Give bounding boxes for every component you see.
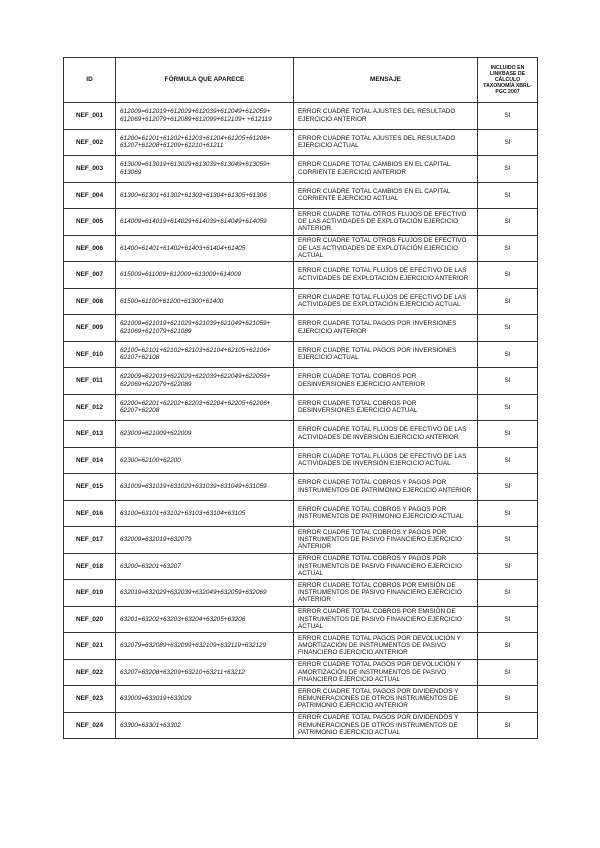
included-cell: SI	[478, 659, 538, 686]
formula-cell: 632009=632019+632079	[116, 527, 294, 554]
header-message: MENSAJE	[294, 58, 478, 103]
message-cell: ERROR CUADRE TOTAL PAGOS POR INVERSIONES EJERCICIO ANTERIOR	[294, 315, 478, 342]
included-cell: SI	[478, 103, 538, 130]
formula-cell: 61400=61401+61402+61403+61404+61405	[116, 235, 294, 262]
table-row	[64, 553, 538, 580]
included-cell: SI	[478, 235, 538, 262]
included-cell: SI	[478, 394, 538, 421]
formula-cell: 61300=61301+61302+61303+61304+61305+61306	[116, 182, 294, 209]
rule-id-cell: NEF_013	[64, 421, 116, 448]
included-cell: SI	[478, 182, 538, 209]
formula-cell: 633009=633019+633029	[116, 686, 294, 713]
message-cell: ERROR CUADRE TOTAL PAGOS POR DEVOLUCIÓN Y AMORTIZACIÓN DE INSTRUMENTOS DE PASIVO FINANCIERO EJERCICIO ACTUAL	[294, 659, 478, 686]
message-cell: ERROR CUADRE TOTAL PAGOS POR DEVOLUCIÓN Y AMORTIZACIÓN DE INSTRUMENTOS DE PASIVO FINANCIERO EJERCICIO ANTERIOR	[294, 633, 478, 660]
formula-cell: 61500=61100+61200+61300+61400	[116, 288, 294, 315]
included-cell: SI	[478, 341, 538, 368]
table-row	[64, 315, 538, 342]
included-cell: SI	[478, 315, 538, 342]
rule-id-cell: NEF_008	[64, 288, 116, 315]
formula-cell: 622009=622019+622029+622039+622049+622059+ 622069+622079+622089	[116, 368, 294, 395]
table-row	[64, 659, 538, 686]
message-cell: ERROR CUADRE TOTAL FLUJOS DE EFECTIVO DE LAS ACTIVIDADES DE INVERSIÓN EJERCICIO ANTERIOR	[294, 421, 478, 448]
message-cell: ERROR CUADRE TOTAL COBROS POR DESINVERSIONES EJERCICIO ANTERIOR	[294, 368, 478, 395]
table-row	[64, 394, 538, 421]
header-included: INCLUIDO EN LINKBASE DE CÁLCULO TAXONOMÍA XBRL-PGC 2007	[478, 58, 538, 103]
included-cell: SI	[478, 686, 538, 713]
rule-id-cell: NEF_015	[64, 474, 116, 501]
included-cell: SI	[478, 580, 538, 607]
message-cell: ERROR CUADRE TOTAL COBROS POR DESINVERSIONES EJERCICIO ACTUAL	[294, 394, 478, 421]
table-row	[64, 288, 538, 315]
rule-id-cell: NEF_017	[64, 527, 116, 554]
table-header-row	[64, 58, 538, 103]
table-row	[64, 686, 538, 713]
message-cell: ERROR CUADRE TOTAL OTROS FLUJOS DE EFECTIVO DE LAS ACTIVIDADES DE EXPLOTACIÓN EJERCICIO ANTERIOR	[294, 209, 478, 236]
rule-id-cell: NEF_003	[64, 156, 116, 183]
rule-id-cell: NEF_011	[64, 368, 116, 395]
included-cell: SI	[478, 633, 538, 660]
rule-id-cell: NEF_001	[64, 103, 116, 130]
message-cell: ERROR CUADRE TOTAL AJUSTES DEL RESULTADO EJERCICIO ANTERIOR	[294, 103, 478, 130]
table-row	[64, 606, 538, 633]
formula-cell: 621009=621019+621029+621039+621049+621059+ 621069+621079+621089	[116, 315, 294, 342]
formula-cell: 61200=61201+61202+61203+61204+61205+61206+ 61207+61208+61209+61210+61211	[116, 129, 294, 156]
table-row	[64, 633, 538, 660]
message-cell: ERROR CUADRE TOTAL COBROS Y PAGOS POR INSTRUMENTOS DE PATRIMONIO EJERCICIO ANTERIOR	[294, 474, 478, 501]
table-row	[64, 580, 538, 607]
table-row	[64, 262, 538, 289]
table-row	[64, 421, 538, 448]
message-cell: ERROR CUADRE TOTAL COBROS POR EMISIÓN DE INSTRUMENTOS DE PASIVO FINANCIERO EJERCICIO ACTUAL	[294, 606, 478, 633]
rule-id-cell: NEF_022	[64, 659, 116, 686]
formula-cell: 62300=62100+62200	[116, 447, 294, 474]
included-cell: SI	[478, 129, 538, 156]
message-cell: ERROR CUADRE TOTAL COBROS Y PAGOS POR INSTRUMENTOS DE PATRIMONIO EJERCICIO ACTUAL	[294, 500, 478, 527]
message-cell: ERROR CUADRE TOTAL CAMBIOS EN EL CAPITAL CORRIENTE EJERCICIO ANTERIOR	[294, 156, 478, 183]
rule-id-cell: NEF_023	[64, 686, 116, 713]
message-cell: ERROR CUADRE TOTAL PAGOS POR INVERSIONES EJERCICIO ACTUAL	[294, 341, 478, 368]
formula-cell: 613009=613019+613029+613039+613049+613059+ 613069	[116, 156, 294, 183]
rule-id-cell: NEF_020	[64, 606, 116, 633]
header-id: ID	[64, 58, 116, 103]
header-formula: FÓRMULA QUE APARECE	[116, 58, 294, 103]
rule-id-cell: NEF_007	[64, 262, 116, 289]
included-cell: SI	[478, 288, 538, 315]
message-cell: ERROR CUADRE TOTAL AJUSTES DEL RESULTADO EJERCICIO ACTUAL	[294, 129, 478, 156]
validation-rules-table	[63, 57, 538, 739]
message-cell: ERROR CUADRE TOTAL COBROS POR EMISIÓN DE INSTRUMENTOS DE PASIVO FINANCIERO EJERCICIO ANTERIOR	[294, 580, 478, 607]
table-row	[64, 712, 538, 739]
table-row	[64, 235, 538, 262]
rule-id-cell: NEF_014	[64, 447, 116, 474]
message-cell: ERROR CUADRE TOTAL PAGOS POR DIVIDENDOS Y REMUNERACIONES DE OTROS INSTRUMENTOS DE PATRIMONIO EJERCICIO ANTERIOR	[294, 686, 478, 713]
table-row	[64, 103, 538, 130]
formula-cell: 615009=611009+612009+613009+614009	[116, 262, 294, 289]
message-cell: ERROR CUADRE TOTAL COBROS Y PAGOS POR INSTRUMENTOS DE PASIVO FINANCIERO EJERCICIO ACTUAL	[294, 553, 478, 580]
formula-cell: 63201=63202+63203+63204+63205+63206	[116, 606, 294, 633]
rule-id-cell: NEF_021	[64, 633, 116, 660]
included-cell: SI	[478, 500, 538, 527]
message-cell: ERROR CUADRE TOTAL OTROS FLUJOS DE EFECTIVO DE LAS ACTIVIDADES DE EXPLOTACIÓN EJERCICIO ACTUAL	[294, 235, 478, 262]
formula-cell: 62100=62101+62102+62103+62104+62105+62106+ 62107+62108	[116, 341, 294, 368]
rule-id-cell: NEF_004	[64, 182, 116, 209]
formula-cell: 632079=632089+632099+632109+632119+632129	[116, 633, 294, 660]
rule-id-cell: NEF_009	[64, 315, 116, 342]
included-cell: SI	[478, 447, 538, 474]
included-cell: SI	[478, 368, 538, 395]
included-cell: SI	[478, 712, 538, 739]
formula-cell: 63100=63101+63102+63103+63104+63105	[116, 500, 294, 527]
formula-cell: 623009=621009+622009	[116, 421, 294, 448]
table-row	[64, 447, 538, 474]
message-cell: ERROR CUADRE TOTAL CAMBIOS EN EL CAPITAL CORRIENTE EJERCICIO ACTUAL	[294, 182, 478, 209]
rule-id-cell: NEF_010	[64, 341, 116, 368]
message-cell: ERROR CUADRE TOTAL FLUJOS DE EFECTIVO DE LAS ACTIVIDADES DE EXPLOTACIÓN EJERCICIO ACTUAL	[294, 288, 478, 315]
table-row	[64, 209, 538, 236]
rule-id-cell: NEF_019	[64, 580, 116, 607]
message-cell: ERROR CUADRE TOTAL FLUJOS DE EFECTIVO DE LAS ACTIVIDADES DE EXPLOTACIÓN EJERCICIO ANTERIOR	[294, 262, 478, 289]
formula-cell: 632019=632029+632039+632049+632059+632069	[116, 580, 294, 607]
included-cell: SI	[478, 527, 538, 554]
included-cell: SI	[478, 156, 538, 183]
table-row	[64, 474, 538, 501]
formula-cell: 63300=63301+63302	[116, 712, 294, 739]
table-row	[64, 500, 538, 527]
rule-id-cell: NEF_006	[64, 235, 116, 262]
formula-cell: 62200=62201+62202+62203+62204+62205+62206+ 62207+62208	[116, 394, 294, 421]
table-row	[64, 527, 538, 554]
formula-cell: 612009=612019+612029+612039+612049+612059+ 612069+612079+612089+612099+612109+ +612119	[116, 103, 294, 130]
rule-id-cell: NEF_024	[64, 712, 116, 739]
formula-cell: 614009=614019+614029+614039+614049+614059	[116, 209, 294, 236]
included-cell: SI	[478, 606, 538, 633]
rule-id-cell: NEF_018	[64, 553, 116, 580]
included-cell: SI	[478, 474, 538, 501]
table-row	[64, 129, 538, 156]
formula-cell: 63207=63208+63209+63210+63211+63212	[116, 659, 294, 686]
formula-cell: 631009=631019+631029+631039+631049+631059	[116, 474, 294, 501]
included-cell: SI	[478, 553, 538, 580]
table-row	[64, 156, 538, 183]
message-cell: ERROR CUADRE TOTAL FLUJOS DE EFECTIVO DE LAS ACTIVIDADES DE INVERSIÓN EJERCICIO ACTUAL	[294, 447, 478, 474]
message-cell: ERROR CUADRE TOTAL PAGOS POR DIVIDENDOS Y REMUNERACIONES DE OTROS INSTRUMENTOS DE PATRIMONIO EJERCICIO ACTUAL	[294, 712, 478, 739]
message-cell: ERROR CUADRE TOTAL COBROS Y PAGOS POR INSTRUMENTOS DE PASIVO FINANCIERO EJERCICIO ANTERIOR	[294, 527, 478, 554]
rule-id-cell: NEF_012	[64, 394, 116, 421]
included-cell: SI	[478, 421, 538, 448]
included-cell: SI	[478, 209, 538, 236]
formula-cell: 63200=63201+63207	[116, 553, 294, 580]
rule-id-cell: NEF_016	[64, 500, 116, 527]
table-row	[64, 182, 538, 209]
rule-id-cell: NEF_005	[64, 209, 116, 236]
included-cell: SI	[478, 262, 538, 289]
table-row	[64, 341, 538, 368]
table-row	[64, 368, 538, 395]
rule-id-cell: NEF_002	[64, 129, 116, 156]
